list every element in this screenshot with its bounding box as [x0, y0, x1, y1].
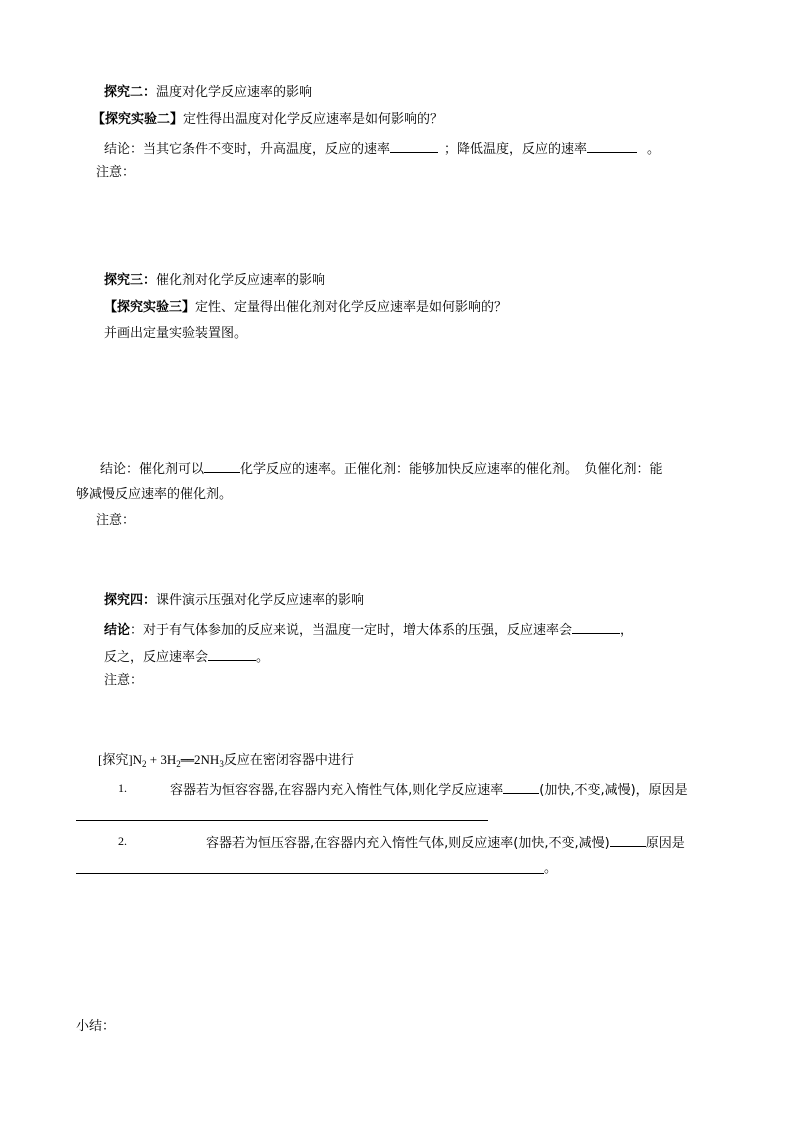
conclusion-3-line-2: 够减慢反应速率的催化剂。 [76, 487, 233, 502]
conclusion-2-text-b: ；降低温度，反应的速率 [444, 142, 588, 157]
conclusion-2-text-a: 结论：当其它条件不变时，升高温度，反应的速率 [104, 142, 391, 157]
n2-subscript: 2 [142, 759, 147, 769]
conclusion-2-text-c: 。 [647, 142, 661, 157]
item-1-question: 容器若为恒容容器,在容器内充入惰性气体,则化学反应速率 [170, 783, 504, 798]
answer-line-item-1-reason[interactable] [76, 820, 488, 821]
experiment-3-instruction: 并画出定量实验装置图。 [104, 326, 248, 341]
item-1-options: (加快,不变,减慢)，原因是 [539, 783, 688, 798]
experiment-3-line [104, 301, 507, 314]
answer-blank-decrease-pressure[interactable] [208, 648, 256, 661]
section-4-heading [104, 594, 364, 607]
experiment-3-label: 【探究实验三】 [104, 300, 196, 315]
answer-blank-constant-pressure[interactable] [610, 834, 646, 847]
item-2-question: 容器若为恒压容器,在容器内充入惰性气体,则反应速率(加快,不变,减慢) [206, 836, 610, 851]
item-1-text [170, 781, 688, 797]
answer-blank-lower-temp[interactable] [587, 140, 637, 153]
reaction-description: 反应在密闭容器中进行 [223, 753, 354, 768]
section-3-heading [104, 274, 325, 287]
conclusion-2-line [104, 140, 660, 156]
summary-label: 小结： [76, 1019, 116, 1034]
note-3: 注意： [96, 513, 136, 528]
nh3-subscript: 3 [219, 759, 224, 769]
answer-blank-raise-temp[interactable] [390, 140, 438, 153]
item-1-number: 1. [118, 781, 127, 795]
conclusion-4-text-c: 反之，反应速率会 [104, 650, 209, 665]
experiment-2-question: 定性得出温度对化学反应速率是如何影响的？ [183, 112, 444, 127]
note-4: 注意： [104, 673, 144, 688]
section-4-title: 课件演示压强对化学反应速率的影响 [156, 593, 365, 608]
item-2-end-mark: 。 [544, 861, 558, 876]
answer-blank-catalyst[interactable] [204, 460, 240, 473]
item-2-reason-label: 原因是 [645, 836, 685, 851]
conclusion-4-text-a: ：对于有气体参加的反应来说，当温度一定时，增大体系的压强，反应速率会 [130, 623, 573, 638]
experiment-2-line [92, 113, 443, 126]
answer-line-item-2-reason[interactable] [76, 873, 544, 874]
section-3-title: 催化剂对化学反应速率的影响 [156, 273, 326, 288]
equilibrium-arrow: ══ [180, 754, 195, 767]
experiment-2-label: 【探究实验二】 [92, 112, 184, 127]
conclusion-4-text-d: 。 [256, 650, 270, 665]
conclusion-3-line [100, 460, 663, 476]
conclusion-4-line [104, 621, 633, 637]
answer-blank-constant-volume[interactable] [503, 781, 539, 794]
section-2-heading [104, 86, 312, 99]
conclusion-4-text-b: ， [620, 623, 634, 638]
note-2: 注意： [96, 165, 136, 180]
conclusion-4-line-2 [104, 648, 269, 664]
conclusion-3-text-a: 结论：催化剂可以 [100, 462, 205, 477]
section-3-label: 探究三： [104, 273, 157, 288]
section-4-label: 探究四： [104, 593, 157, 608]
reaction-product: 2NH [194, 752, 220, 767]
conclusion-3-text-b: 化学反应的速率。正催化剂：能够加快反应速率的催化剂。 负催化剂：能 [240, 462, 663, 477]
h2-subscript: 2 [176, 759, 181, 769]
section-2-title: 温度对化学反应速率的影响 [156, 85, 313, 100]
reaction-prefix: [探究]N [98, 752, 143, 767]
item-2-number: 2. [118, 834, 127, 848]
conclusion-4-label: 结论 [104, 623, 131, 638]
experiment-3-question: 定性、定量得出催化剂对化学反应速率是如何影响的？ [195, 300, 508, 315]
section-2-label: 探究二： [104, 85, 157, 100]
reaction-heading [98, 753, 354, 767]
item-2-text [206, 834, 685, 850]
reaction-plus: + 3H [146, 752, 177, 767]
answer-blank-increase-pressure[interactable] [572, 621, 620, 634]
